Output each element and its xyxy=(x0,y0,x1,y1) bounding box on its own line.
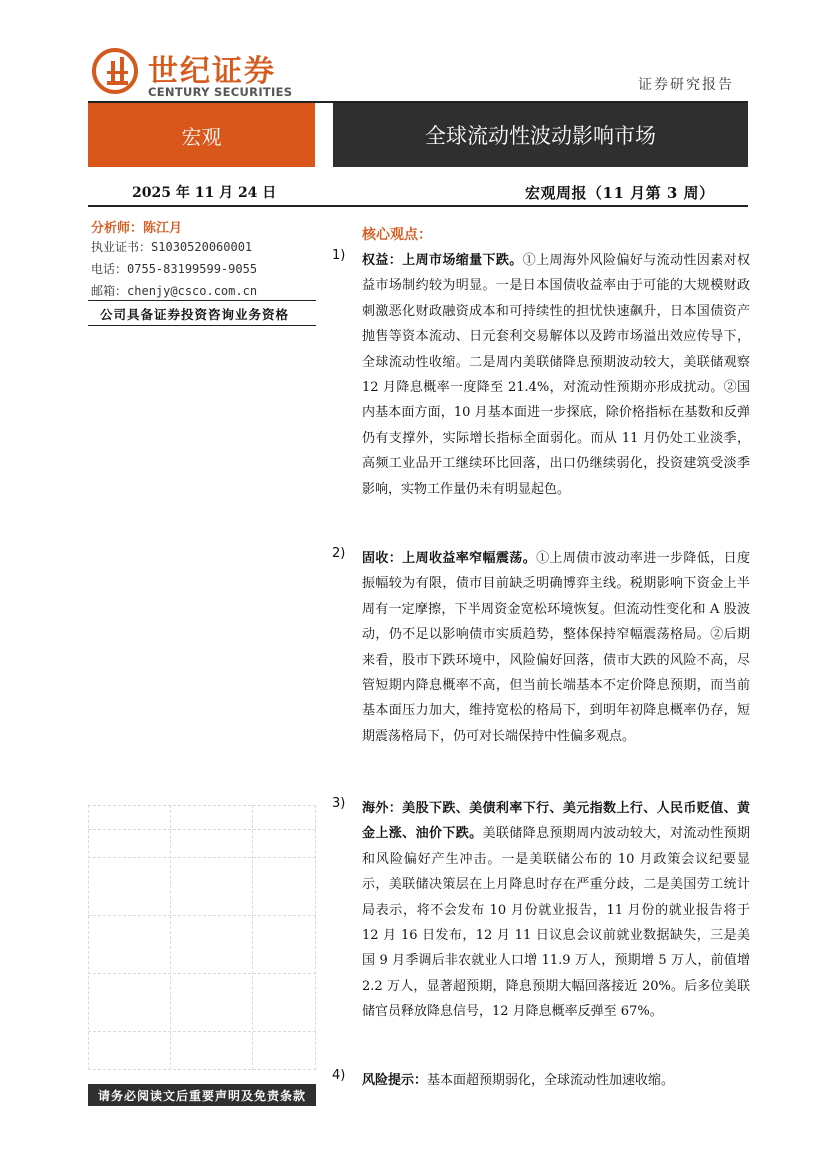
logo-emblem-icon xyxy=(92,48,138,94)
point-number: 4) xyxy=(332,1068,346,1083)
analyst-name: 分析师：陈江月 xyxy=(91,221,183,236)
point-text xyxy=(362,796,750,1025)
point-lead: 海外：美股下跌、美债利率下行、美元指数上行、人民币贬值、黄金上涨、油价下跌。 xyxy=(362,801,750,842)
date-divider xyxy=(88,205,748,207)
point-number: 3) xyxy=(332,796,346,811)
analyst-certificate xyxy=(91,238,252,255)
qualification-top-rule xyxy=(88,300,316,301)
point-text xyxy=(362,1068,750,1093)
report-date: 2025 年 11 月 24 日 xyxy=(132,185,277,201)
decorative-grid xyxy=(88,805,316,1070)
point-body: ①上周债市波动率进一步降低，日度振幅较为有限，债市目前缺乏明确博弈主线。税期影响下资金上半周有一定摩擦，下半周资金宽松环境恢复。但流动性变化和 A 股波动，仍不足以影响债市实质趋势，整体保持窄幅震荡格局。②后期来看，股市下跌环境中，风险偏好回落，债市大跌的风险不高，尽管短期内降息概率不高，但当前长端基本不定价降息预期，而当前基本面压力加大，维持宽松的格局下，到明年初降息概率仍存，短期震荡格局下，仍可对长端保持中性偏多观点。 xyxy=(362,551,750,744)
logo-chinese-name: 世纪证券 xyxy=(148,54,276,89)
company-qualification: 公司具备证券投资咨询业务资格 xyxy=(100,307,290,322)
company-logo xyxy=(92,44,312,102)
point-number: 2) xyxy=(332,546,346,561)
report-type-label: 证券研究报告 xyxy=(638,77,734,93)
point-lead: 权益：上周市场缩量下跌。 xyxy=(362,253,523,268)
disclaimer-notice[interactable]: 请务必阅读文后重要声明及免责条款 xyxy=(88,1084,316,1106)
report-title-banner: 全球流动性波动影响市场 xyxy=(333,103,748,167)
point-lead: 固收：上周收益率窄幅震荡。 xyxy=(362,551,537,566)
core-views-heading: 核心观点： xyxy=(362,227,432,243)
point-body: 美联储降息预期周内波动较大，对流动性预期和风险偏好产生冲击。一是美联储公布的 10 月政策会议纪要显示，美联储决策层在上月降息时存在严重分歧，二是美国劳工统计局表示，将不会发布 10 月份就业报告，11 月份的就业报告将于 12 月 16 日发布，12 月 11 日议息会议前就业数据缺失，三是美国 9 月季调后非农就业人口增 11.9 万人，预期增 5 万人，前值增 2.2 万人，显著超预期，降息预期大幅回落接近 20%。后多位美联储官员释放降息信号，12 月降息概率反弹至 67%。 xyxy=(362,826,750,1020)
qualification-bottom-rule xyxy=(88,325,316,326)
point-text xyxy=(362,248,750,502)
point-lead: 风险提示： xyxy=(362,1073,428,1088)
point-text xyxy=(362,546,750,749)
point-body: ①上周海外风险偏好与流动性因素对权益市场制约较为明显。一是日本国债收益率由于可能的大规模财政刺激恶化财政融资成本和可持续性的担忧快速飙升，日本国债资产抛售等资本流动、日元套利交易解体以及跨市场溢出效应传导下，全球流动性收缩。二是周内美联储降息预期波动较大，美联储观察 12 月降息概率一度降至 21.4%，对流动性预期亦形成扰动。②国内基本面方面，10 月基本面进一步探底，除价格指标在基数和反弹仍有支撑外，实际增长指标全面弱化。而从 11 月仍处工业淡季，高频工业品开工继续环比回落，出口仍继续弱化，投资建筑受淡季影响，实物工作量仍未有明显起色。 xyxy=(362,253,750,497)
phone-value: 0755-83199599-9055 xyxy=(127,262,258,276)
email-label: 邮箱： xyxy=(91,284,128,298)
logo-english-name: CENTURY SECURITIES xyxy=(148,85,293,99)
analyst-email xyxy=(91,282,257,299)
report-series: 宏观周报（11 月第 3 周） xyxy=(525,184,715,202)
phone-label: 电话： xyxy=(91,262,128,276)
email-value[interactable]: chenjy@csco.com.cn xyxy=(127,284,258,298)
category-banner: 宏观 xyxy=(88,103,315,167)
certificate-value: S1030520060001 xyxy=(151,240,253,254)
analyst-phone xyxy=(91,260,257,277)
certificate-label: 执业证书： xyxy=(91,240,152,254)
point-number: 1) xyxy=(332,248,346,263)
point-body: 基本面超预期弱化，全球流动性加速收缩。 xyxy=(427,1073,675,1088)
